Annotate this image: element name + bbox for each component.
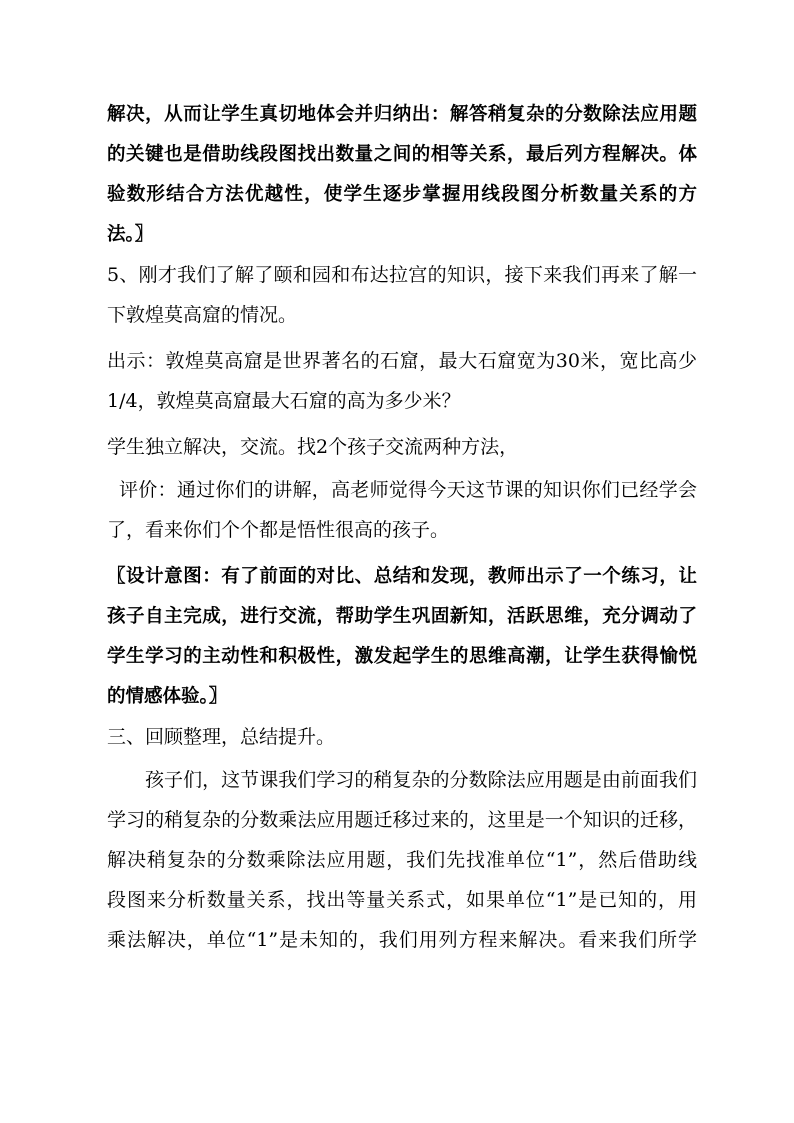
text-line: 三、回顾整理，总结提升。	[107, 726, 336, 748]
text-line: 出示：敦煌莫高窟是世界著名的石窟，最大石窟宽为30米，宽比高少	[107, 350, 697, 372]
step-5-paragraph	[107, 255, 697, 335]
text-line: 1/4，敦煌莫高窟最大石窟的高为多少米？	[107, 390, 461, 412]
summary-paragraph	[107, 760, 697, 960]
problem-paragraph	[107, 341, 697, 421]
section-3-heading	[107, 717, 697, 757]
text-line: 解决稍复杂的分数乘除法应用题，我们先找准单位“1”，然后借助线	[107, 849, 697, 871]
text-line: 解决，从而让学生真切地体会并归纳出：解答稍复杂的分数除法应用题	[107, 104, 697, 125]
text-line: 乘法解决，单位“1”是未知的，我们用列方程来解决。看来我们所学	[107, 929, 697, 951]
text-line: 学习的稍复杂的分数乘法应用题迁移过来的，这里是一个知识的迁移，	[107, 809, 697, 831]
text-line: 学生学习的主动性和积极性，激发起学生的思维高潮，让学生获得愉悦	[107, 646, 697, 667]
text-line: 孩子们，这节课我们学习的稍复杂的分数除法应用题是由前面我们	[145, 769, 697, 791]
text-line: 段图来分析数量关系，找出等量关系式，如果单位“1”是已知的，用	[107, 889, 697, 911]
student-activity-paragraph	[107, 427, 697, 467]
text-line: 下敦煌莫高窟的情况。	[107, 304, 298, 326]
design-intent-paragraph-2	[107, 557, 697, 717]
text-line: 〖设计意图：有了前面的对比、总结和发现，教师出示了一个练习，让	[107, 566, 697, 587]
text-line: 评价：通过你们的讲解，高老师觉得今天这节课的知识你们已经学会	[119, 479, 697, 501]
text-line: 5、刚才我们了解了颐和园和布达拉宫的知识，接下来我们再来了解一	[107, 264, 697, 286]
design-intent-paragraph-1	[107, 95, 697, 255]
text-line: 法。〗	[107, 224, 154, 245]
text-line: 孩子自主完成，进行交流，帮助学生巩固新知，活跃思维，充分调动了	[107, 606, 697, 627]
text-line: 验数形结合方法优越性，使学生逐步掌握用线段图分析数量关系的方	[107, 184, 697, 205]
text-line: 的关键也是借助线段图找出数量之间的相等关系，最后列方程解决。体	[107, 144, 697, 165]
evaluation-paragraph	[107, 470, 697, 550]
text-line: 了，看来你们个个都是悟性很高的孩子。	[107, 519, 450, 541]
text-line: 的情感体验。〗	[107, 686, 228, 707]
text-line: 学生独立解决，交流。找2个孩子交流两种方法，	[107, 436, 519, 458]
